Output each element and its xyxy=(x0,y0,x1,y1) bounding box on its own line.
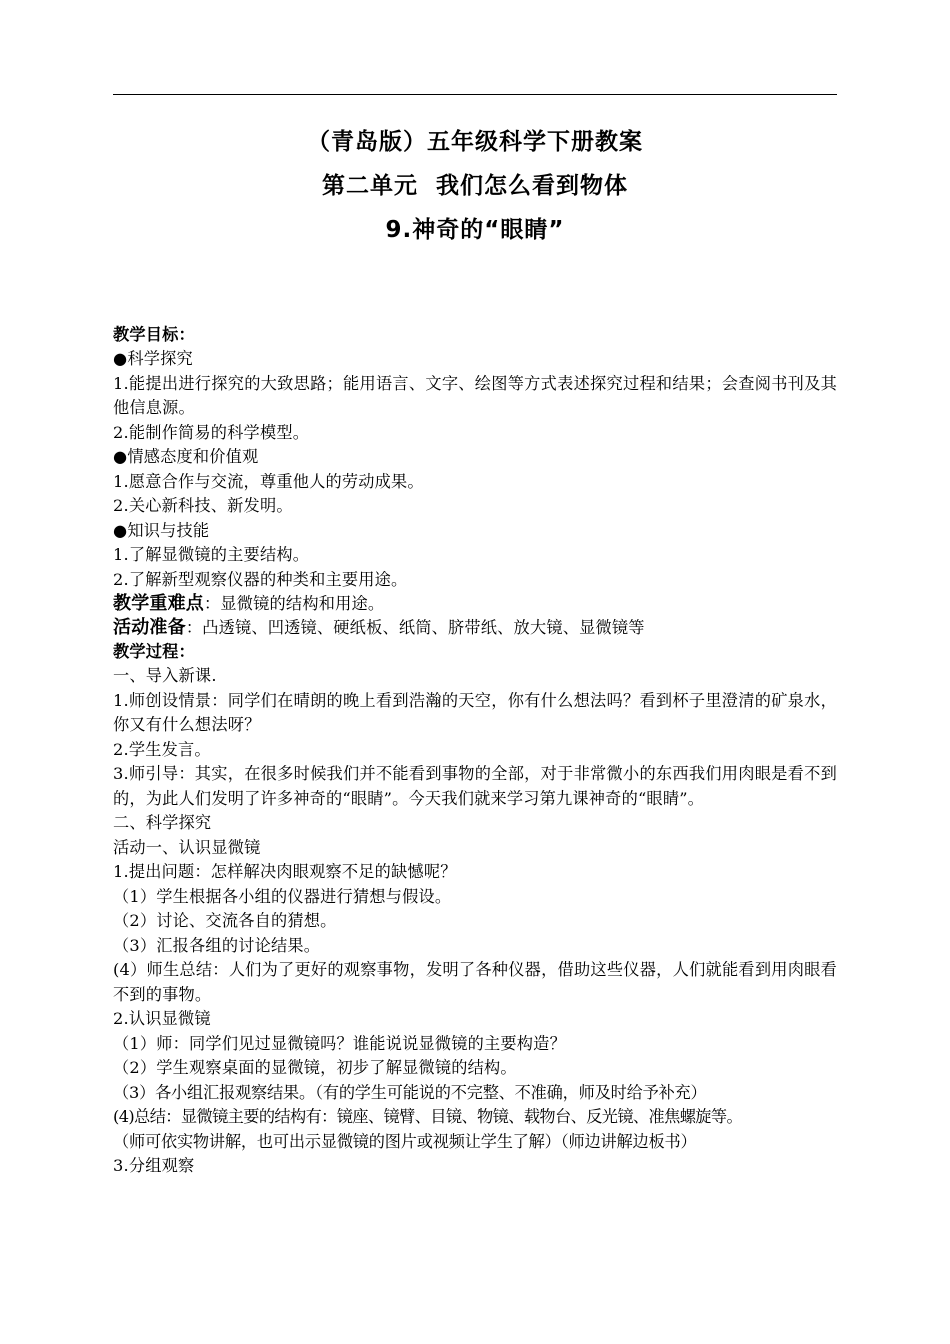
objective-item: 1.能提出进行探究的大致思路；能用语言、文字、绘图等方式表述探究过程和结果；会查阅书刊及其他信息源。 xyxy=(113,373,837,417)
process-item: 2.学生发言。 xyxy=(113,739,211,759)
process-subitem: （2）学生观察桌面的显微镜，初步了解显微镜的结构。 xyxy=(113,1058,517,1077)
title-block xyxy=(113,128,837,260)
process-item: 3.师引导：其实，在很多时候我们并不能看到事物的全部，对于非常微小的东西我们用肉眼是看不到的，为此人们发明了许多神奇的“眼睛”。今天我们就来学习第九课神奇的“眼睛”。 xyxy=(113,764,837,808)
process-item: 1.提出问题：怎样解决肉眼观察不足的缺憾呢？ xyxy=(113,862,457,881)
process-subitem: （2）讨论、交流各自的猜想。 xyxy=(113,911,337,930)
objective-item: 2.关心新科技、新发明。 xyxy=(113,496,293,515)
section-heading: 二、科学探究 xyxy=(113,813,212,832)
lesson-title: 9.神奇的“眼睛” xyxy=(385,217,565,243)
process-subitem: （1）学生根据各小组的仪器进行猜想与假设。 xyxy=(113,886,452,906)
preparation-label: 活动准备 xyxy=(113,617,186,638)
process-subitem: （3）各小组汇报观察结果。（有的学生可能说的不完整、不准确，师及时给予补充） xyxy=(113,1082,707,1102)
process-item: 1.师创设情景：同学们在晴朗的晚上看到浩瀚的天空，你有什么想法吗？看到杯子里澄清的矿泉水，你又有什么想法呀？ xyxy=(113,690,837,734)
lesson-plan-body xyxy=(113,323,837,1179)
attitude-subheading: ●情感态度和价值观 xyxy=(113,447,259,466)
objective-item: 1.了解显微镜的主要结构。 xyxy=(113,545,310,564)
preparation xyxy=(113,616,837,640)
key-points-label: 教学重难点 xyxy=(113,593,204,614)
process-heading: 教学过程： xyxy=(113,642,195,661)
header-rule xyxy=(113,94,837,95)
key-points xyxy=(113,592,837,616)
key-points-text: ：显微镜的结构和用途。 xyxy=(204,594,385,613)
section-heading: 一、导入新课. xyxy=(113,666,217,685)
process-subitem: (4)总结：显微镜主要的结构有：镜座、镜臂、目镜、物镜、载物台、反光镜、准焦螺旋等。 xyxy=(113,1107,743,1126)
unit-title: 第二单元 我们怎么看到物体 xyxy=(321,173,628,199)
objective-item: 2.能制作简易的科学模型。 xyxy=(113,422,310,442)
knowledge-subheading: ●知识与技能 xyxy=(113,520,210,540)
process-subitem: （师可依实物讲解，也可出示显微镜的图片或视频让学生了解）（师边讲解边板书） xyxy=(113,1131,697,1151)
process-item: 2.认识显微镜 xyxy=(113,1009,211,1028)
objectives-heading: 教学目标： xyxy=(113,325,195,344)
activity-heading: 活动一、认识显微镜 xyxy=(113,837,261,857)
objective-item: 1.愿意合作与交流，尊重他人的劳动成果。 xyxy=(113,471,424,491)
inquiry-subheading: ●科学探究 xyxy=(113,349,193,368)
preparation-text: ：凸透镜、凹透镜、硬纸板、纸筒、脐带纸、放大镜、显微镜等 xyxy=(185,618,645,637)
process-subitem: （1）师：同学们见过显微镜吗？谁能说说显微镜的主要构造？ xyxy=(113,1033,566,1053)
process-subitem: (4）师生总结：人们为了更好的观察事物，发明了各种仪器，借助这些仪器，人们就能看到用肉眼看不到的事物。 xyxy=(113,960,837,1004)
process-item: 3.分组观察 xyxy=(113,1156,195,1175)
document-title: （青岛版）五年级科学下册教案 xyxy=(307,129,643,155)
process-subitem: （3）汇报各组的讨论结果。 xyxy=(113,935,321,955)
objective-item: 2.了解新型观察仪器的种类和主要用途。 xyxy=(113,569,408,589)
